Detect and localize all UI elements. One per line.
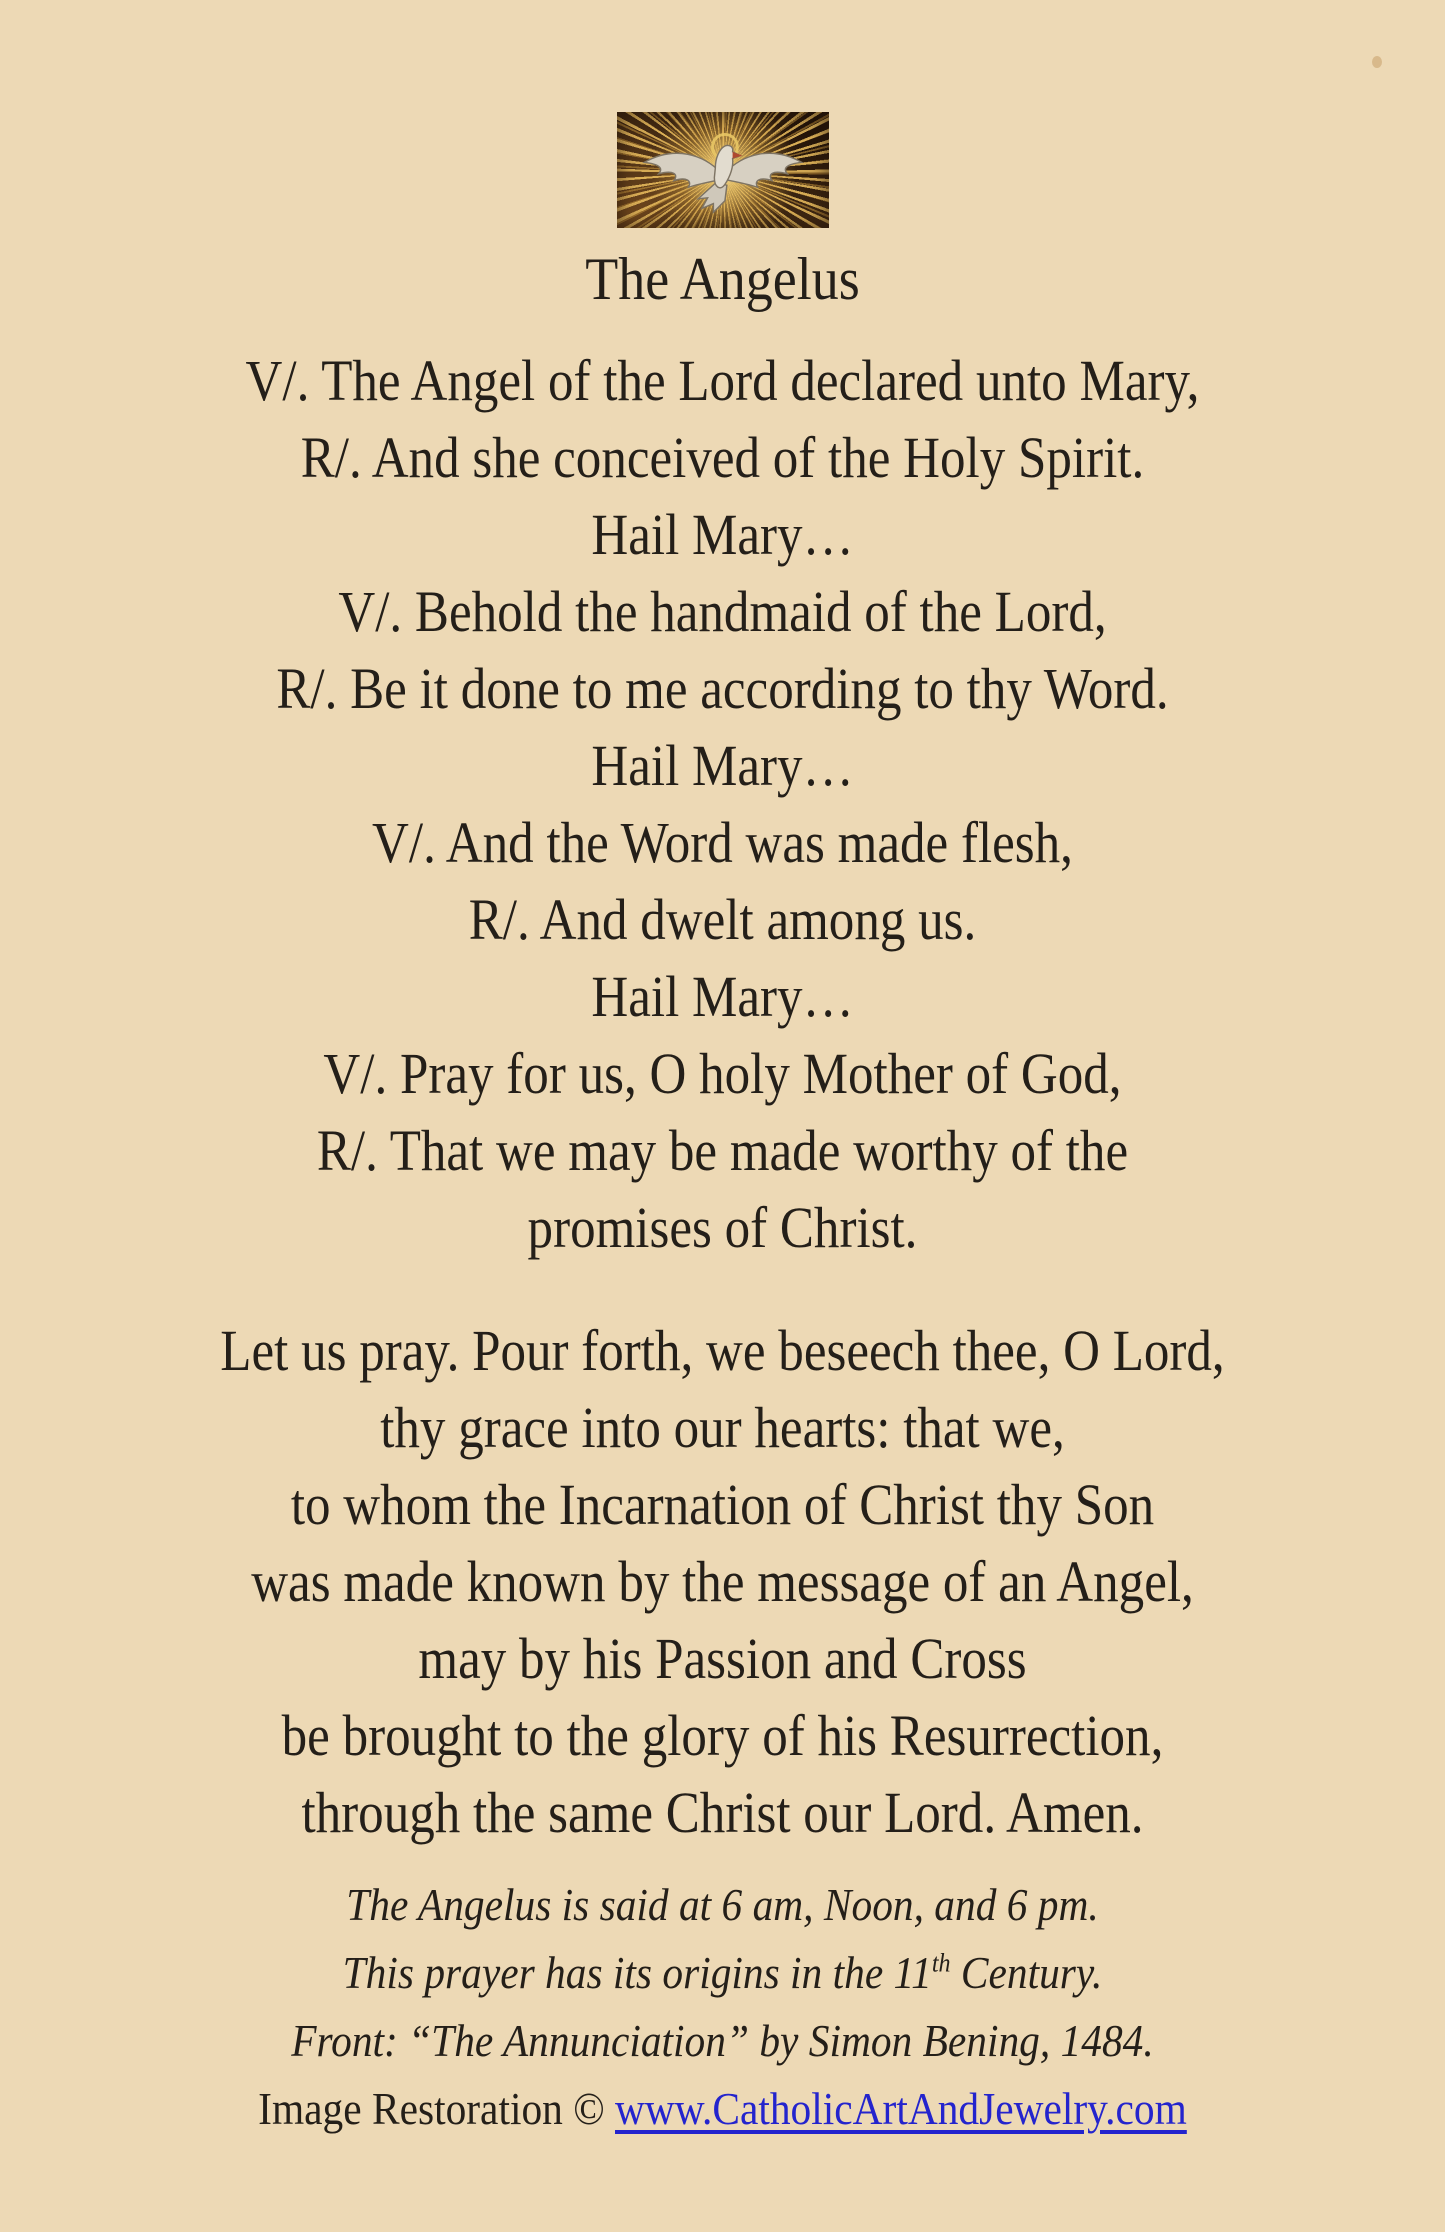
- versicle-line: R/. And dwelt among us.: [468, 887, 977, 952]
- versicle-line: R/. Be it done to me according to thy Word.: [276, 656, 1169, 721]
- footer-notes: [72, 1871, 1373, 2143]
- dove-right-wing: [724, 153, 801, 187]
- collect-line: to whom the Incarnation of Christ thy Son: [290, 1472, 1155, 1537]
- dove-icon: [635, 120, 811, 216]
- versicle-line: V/. And the Word was made flesh,: [372, 810, 1073, 875]
- versicle-line: Hail Mary…: [591, 733, 854, 798]
- paper-speck: [1372, 56, 1382, 68]
- ordinal-superscript: th: [931, 1947, 951, 1978]
- versicle-line: promises of Christ.: [527, 1195, 918, 1260]
- versicle-line: V/. Behold the handmaid of the Lord,: [338, 579, 1107, 644]
- credit-line: [72, 2075, 1373, 2143]
- collect-line: thy grace into our hearts: that we,: [380, 1395, 1065, 1460]
- collect-line: Let us pray. Pour forth, we beseech thee, O Lord,: [220, 1318, 1225, 1383]
- collect-prayer-section: [87, 1312, 1359, 1851]
- footer-note-line: The Angelus is said at 6 am, Noon, and 6 pm.: [346, 1879, 1099, 1930]
- footer-note-text: This prayer has its origins in the 11: [342, 1947, 932, 1998]
- versicle-line: Hail Mary…: [591, 502, 854, 567]
- dove-left-wing: [644, 153, 721, 187]
- versicle-line: R/. That we may be made worthy of the: [316, 1118, 1129, 1183]
- page-title: The Angelus: [585, 246, 860, 312]
- credit-label: Image Restoration ©: [258, 2083, 616, 2134]
- collect-line: be brought to the glory of his Resurrection,: [281, 1703, 1164, 1768]
- versicle-line: V/. The Angel of the Lord declared unto Mary,: [245, 348, 1200, 413]
- credit-link[interactable]: www.CatholicArtAndJewelry.com: [615, 2083, 1187, 2134]
- versicle-section: [87, 342, 1359, 1266]
- holy-spirit-artwork: [617, 112, 829, 228]
- footer-note-text: Century.: [950, 1947, 1103, 1998]
- collect-line: may by his Passion and Cross: [418, 1626, 1027, 1691]
- footer-note-line: Front: “The Annunciation” by Simon Bening, 1484.: [291, 2015, 1154, 2066]
- footer-note-line: [72, 1939, 1373, 2007]
- versicle-line: R/. And she conceived of the Holy Spirit.: [300, 425, 1145, 490]
- collect-line: through the same Christ our Lord. Amen.: [301, 1780, 1144, 1845]
- versicle-line: Hail Mary…: [591, 964, 854, 1029]
- collect-line: was made known by the message of an Angel,: [251, 1549, 1194, 1614]
- versicle-line: V/. Pray for us, O holy Mother of God,: [323, 1041, 1122, 1106]
